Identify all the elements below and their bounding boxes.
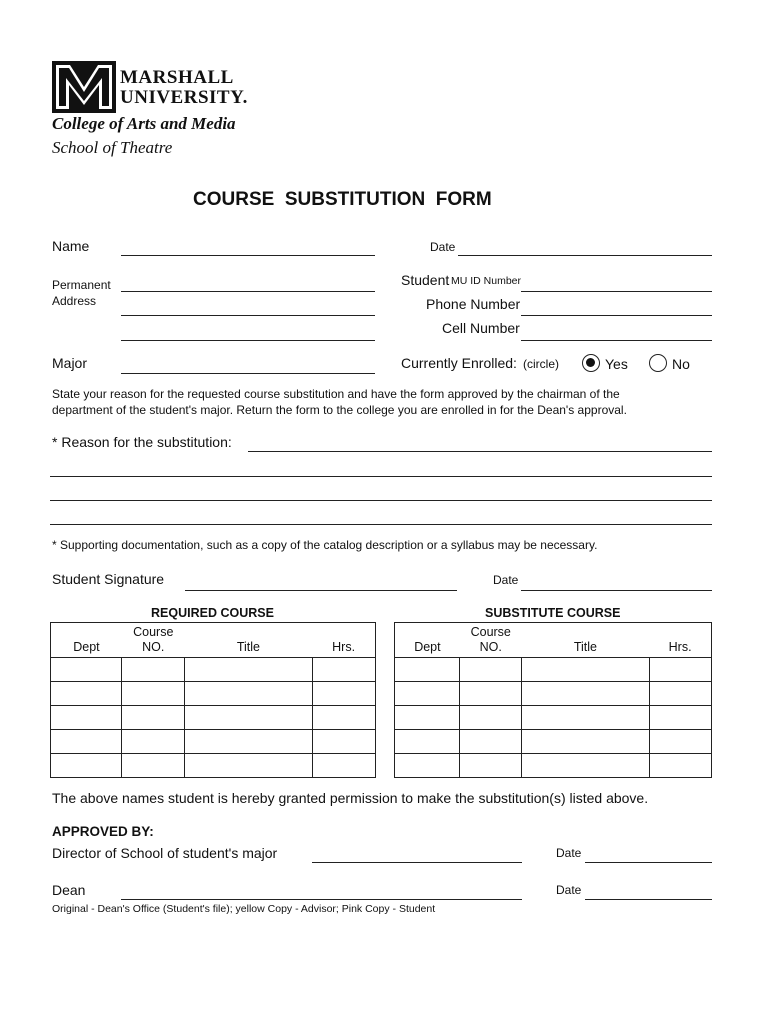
table-row (51, 658, 376, 682)
supporting-note: * Supporting documentation, such as a copy of the catalog description or a syllabus may be necessary. (52, 538, 598, 552)
yes-radio[interactable] (582, 354, 600, 372)
table-cell[interactable] (185, 754, 313, 778)
major-field[interactable] (121, 373, 375, 374)
director-signature-field[interactable] (312, 862, 522, 863)
table-row (51, 754, 376, 778)
table-cell[interactable] (312, 730, 375, 754)
instructions-line-1: State your reason for the requested course substitution and have the form approved by the chairman of the (52, 387, 620, 401)
table-row (51, 730, 376, 754)
substitute-course-table (394, 622, 712, 778)
table-cell[interactable] (460, 730, 522, 754)
title-header: Title (522, 623, 649, 658)
table-cell[interactable] (51, 682, 122, 706)
title-header: Title (185, 623, 313, 658)
table-row (395, 658, 712, 682)
mu-id-field[interactable] (521, 291, 712, 292)
course-no-header (122, 623, 185, 658)
reason-label: * Reason for the substitution: (52, 434, 232, 450)
table-cell[interactable] (312, 754, 375, 778)
table-cell[interactable] (395, 658, 460, 682)
address-field-line-3[interactable] (121, 340, 375, 341)
date-field[interactable] (458, 255, 712, 256)
phone-label: Phone Number (426, 296, 521, 312)
no-header-text: NO. (142, 640, 165, 654)
instructions-line-2: department of the student's major. Return the form to the college you are enrolled in for the Dean's approval. (52, 403, 627, 417)
dean-signature-field[interactable] (121, 899, 522, 900)
signature-date-label: Date (493, 573, 519, 587)
table-row (395, 730, 712, 754)
name-field[interactable] (121, 255, 375, 256)
date-label: Date (430, 240, 456, 254)
table-cell[interactable] (122, 682, 185, 706)
table-cell[interactable] (312, 658, 375, 682)
table-cell[interactable] (185, 682, 313, 706)
address-field-line-1[interactable] (121, 291, 375, 292)
table-cell[interactable] (649, 754, 711, 778)
table-cell[interactable] (51, 730, 122, 754)
circle-hint: (circle) (523, 357, 559, 371)
table-cell[interactable] (122, 706, 185, 730)
table-cell[interactable] (185, 730, 313, 754)
table-cell[interactable] (122, 730, 185, 754)
signature-label: Student Signature (52, 571, 165, 587)
table-cell[interactable] (522, 658, 649, 682)
cell-field[interactable] (521, 340, 712, 341)
hrs-header: Hrs. (649, 623, 711, 658)
reason-field-line-2[interactable] (50, 476, 712, 477)
table-cell[interactable] (395, 706, 460, 730)
table-cell[interactable] (51, 658, 122, 682)
school-name: School of Theatre (52, 138, 173, 157)
no-label: No (672, 356, 690, 372)
yes-radio-selected-dot (586, 358, 595, 367)
table-row (51, 706, 376, 730)
address-field-line-2[interactable] (121, 315, 375, 316)
table-cell[interactable] (649, 730, 711, 754)
table-cell[interactable] (460, 754, 522, 778)
table-cell[interactable] (395, 730, 460, 754)
dept-header: Dept (51, 623, 122, 658)
signature-date-field[interactable] (521, 590, 712, 591)
no-radio[interactable] (649, 354, 667, 372)
course-header-text: Course (133, 625, 174, 639)
distribution-note: Original - Dean's Office (Student's file); yellow Copy - Advisor; Pink Copy - Student (52, 903, 436, 915)
dean-date-label: Date (556, 883, 582, 897)
table-row (395, 682, 712, 706)
mu-id-label: MU ID Number (451, 275, 522, 287)
table-header-row (395, 623, 712, 658)
logo-marshall-text: MARSHALL (120, 67, 234, 88)
table-cell[interactable] (522, 730, 649, 754)
table-cell[interactable] (185, 658, 313, 682)
table-cell[interactable] (460, 682, 522, 706)
reason-field-line-1[interactable] (248, 451, 712, 452)
table-row (395, 754, 712, 778)
logo-university-text: UNIVERSITY. (120, 87, 248, 108)
dean-date-field[interactable] (585, 899, 712, 900)
table-cell[interactable] (395, 754, 460, 778)
table-row (51, 682, 376, 706)
form-title: COURSE SUBSTITUTION FORM (193, 189, 492, 210)
reason-field-line-4[interactable] (50, 524, 712, 525)
college-name: College of Arts and Media (52, 114, 236, 133)
hrs-header: Hrs. (312, 623, 375, 658)
table-cell[interactable] (649, 706, 711, 730)
table-row (395, 706, 712, 730)
cell-label: Cell Number (442, 320, 520, 336)
table-cell[interactable] (312, 682, 375, 706)
table-cell[interactable] (522, 706, 649, 730)
table-cell[interactable] (395, 682, 460, 706)
required-course-table (50, 622, 376, 778)
course-header-text: Course (470, 625, 511, 639)
director-date-label: Date (556, 846, 582, 860)
permission-statement: The above names student is hereby granted permission to make the substitution(s) listed above. (52, 790, 649, 806)
reason-field-line-3[interactable] (50, 500, 712, 501)
director-label: Director of School of student's major (52, 845, 278, 861)
substitute-course-heading: SUBSTITUTE COURSE (485, 606, 621, 620)
approved-by-heading: APPROVED BY: (52, 824, 154, 839)
course-no-header (460, 623, 522, 658)
table-cell[interactable] (122, 754, 185, 778)
address-label: Address (52, 294, 97, 308)
signature-field[interactable] (185, 590, 457, 591)
table-cell[interactable] (460, 706, 522, 730)
required-course-heading: REQUIRED COURSE (151, 606, 274, 620)
enrolled-label: Currently Enrolled: (401, 355, 517, 371)
yes-label: Yes (605, 356, 628, 372)
table-cell[interactable] (51, 706, 122, 730)
table-header-row (51, 623, 376, 658)
no-header-text: NO. (479, 640, 502, 654)
dept-header: Dept (395, 623, 460, 658)
table-cell[interactable] (649, 658, 711, 682)
director-date-field[interactable] (585, 862, 712, 863)
table-cell[interactable] (522, 754, 649, 778)
table-cell[interactable] (460, 658, 522, 682)
table-cell[interactable] (185, 706, 313, 730)
dean-label: Dean (52, 882, 86, 898)
student-label: Student (401, 272, 450, 288)
name-label: Name (52, 238, 90, 254)
phone-field[interactable] (521, 315, 712, 316)
permanent-label: Permanent (52, 278, 111, 292)
table-cell[interactable] (122, 658, 185, 682)
marshall-m-logo-icon (52, 61, 116, 113)
table-cell[interactable] (649, 682, 711, 706)
table-cell[interactable] (522, 682, 649, 706)
table-cell[interactable] (312, 706, 375, 730)
table-cell[interactable] (51, 754, 122, 778)
major-label: Major (52, 355, 88, 371)
